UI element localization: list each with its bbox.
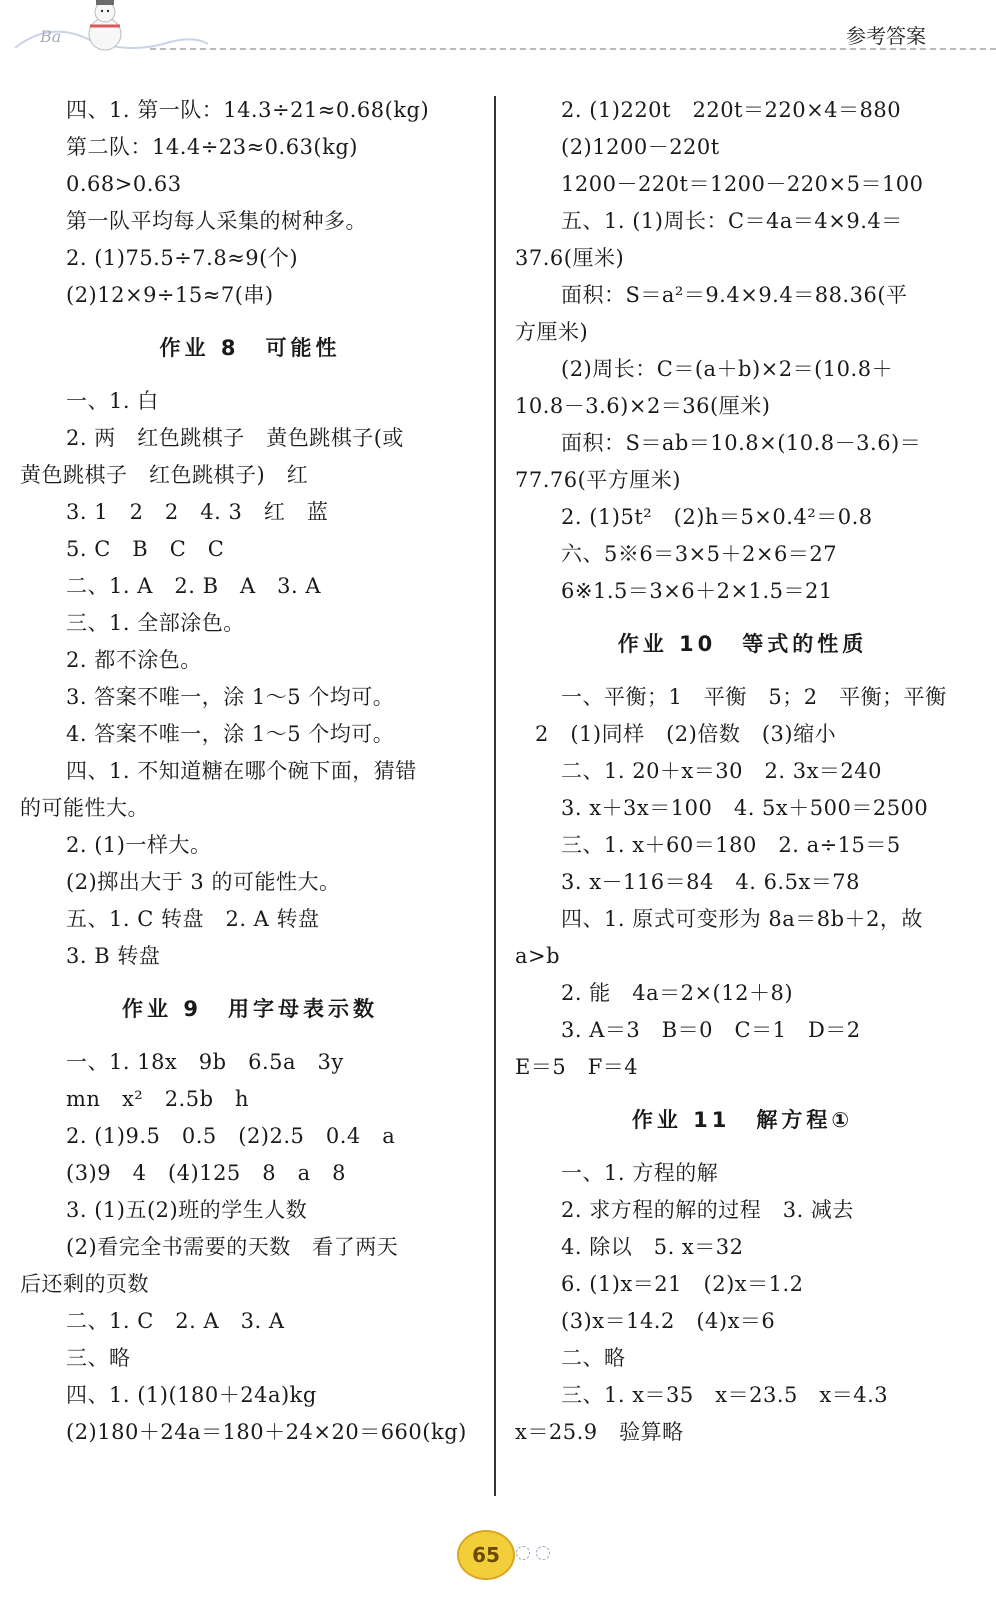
column-divider xyxy=(494,96,496,1496)
answer-line: 6※1.5＝3×6＋2×1.5＝21 xyxy=(561,579,833,603)
answer-line: 6. (1)x＝21 (2)x＝1.2 xyxy=(561,1272,804,1296)
section-title: 解方程① xyxy=(756,1108,854,1132)
answer-line: 四、1. 第一队：14.3÷21≈0.68(kg) xyxy=(66,98,430,122)
section-heading xyxy=(20,330,480,367)
answer-line: 2. (1)5t² (2)h＝5×0.4²＝0.8 xyxy=(561,505,873,529)
answer-line: x＝25.9 验算略 xyxy=(515,1420,684,1444)
section-title: 可能性 xyxy=(265,336,341,360)
answer-line: 5. C B C C xyxy=(66,537,225,561)
header-dashed-line xyxy=(150,48,996,50)
answer-line: (2)12×9÷15≈7(串) xyxy=(66,283,274,307)
answer-line: (3)x＝14.2 (4)x＝6 xyxy=(561,1309,776,1333)
answer-line: 2. (1)一样大。 xyxy=(66,833,212,857)
section-heading xyxy=(515,626,970,663)
answer-line: 方厘米) xyxy=(515,320,589,344)
section-number: 作业 8 xyxy=(159,336,240,360)
answer-line: 0.68>0.63 xyxy=(66,172,182,196)
answer-line: (2)掷出大于 3 的可能性大。 xyxy=(66,870,341,894)
answer-line: 六、5※6＝3×5＋2×6＝27 xyxy=(561,542,838,566)
answer-line: 3. 1 2 2 4. 3 红 蓝 xyxy=(66,500,329,524)
answer-line: 一、平衡；1 平衡 5；2 平衡；平衡 xyxy=(561,685,947,709)
answer-line: 四、1. 原式可变形为 8a＝8b＋2，故 xyxy=(561,907,923,931)
answer-line: 面积：S＝a²＝9.4×9.4＝88.36(平 xyxy=(561,283,908,307)
answer-line: 四、1. 不知道糖在哪个碗下面，猜错 xyxy=(66,759,417,783)
answer-line: E＝5 F＝4 xyxy=(515,1055,639,1079)
answer-line: (3)9 4 (4)125 8 a 8 xyxy=(66,1161,347,1185)
section-title: 用字母表示数 xyxy=(227,997,378,1021)
answer-line: 一、1. 18x 9b 6.5a 3y xyxy=(66,1050,344,1074)
section-title: 等式的性质 xyxy=(742,632,868,656)
answer-line: mn x² 2.5b h xyxy=(66,1087,250,1111)
svg-text:Ba: Ba xyxy=(40,27,62,46)
answer-line: 三、1. 全部涂色。 xyxy=(66,611,245,635)
answer-line: 3. x－116＝84 4. 6.5x＝78 xyxy=(561,870,861,894)
answer-line: 一、1. 方程的解 xyxy=(561,1161,719,1185)
answer-line: (2)看完全书需要的天数 看了两天 xyxy=(66,1235,399,1259)
answer-line: 的可能性大。 xyxy=(20,796,149,820)
page-number: 65 xyxy=(457,1530,515,1580)
page-header xyxy=(0,0,996,64)
answer-line: 二、1. 20＋x＝30 2. 3x＝240 xyxy=(561,759,882,783)
answer-line: 黄色跳棋子 红色跳棋子) 红 xyxy=(20,463,309,487)
section-number: 作业 11 xyxy=(631,1108,731,1132)
answer-line: 2. 两 红色跳棋子 黄色跳棋子(或 xyxy=(66,426,404,450)
footer-dots-decoration xyxy=(516,1545,556,1564)
answer-line: 第一队平均每人采集的树种多。 xyxy=(66,209,367,233)
answer-line: 三、1. x＋60＝180 2. a÷15＝5 xyxy=(561,833,901,857)
answer-line: 10.8－3.6)×2＝36(厘米) xyxy=(515,394,771,418)
answer-line: 第二队：14.4÷23≈0.63(kg) xyxy=(66,135,358,159)
snowman-decoration-icon xyxy=(10,0,210,60)
answer-line: 3. (1)五(2)班的学生人数 xyxy=(66,1198,308,1222)
answer-line: 3. x＋3x＝100 4. 5x＋500＝2500 xyxy=(561,796,929,820)
section-number: 作业 9 xyxy=(122,997,202,1021)
answer-line: 3. B 转盘 xyxy=(66,944,161,968)
answer-line: 五、1. (1)周长：C＝4a＝4×9.4＝ xyxy=(561,209,903,233)
answer-line: 3. 答案不唯一，涂 1～5 个均可。 xyxy=(66,685,395,709)
answer-line: 五、1. C 转盘 2. A 转盘 xyxy=(66,907,320,931)
section-heading xyxy=(20,991,480,1028)
answer-line: 四、1. (1)(180＋24a)kg xyxy=(66,1383,317,1407)
answer-line: a>b xyxy=(515,944,561,968)
answer-line: 三、1. x＝35 x＝23.5 x＝4.3 xyxy=(561,1383,889,1407)
answer-line: 4. 答案不唯一，涂 1～5 个均可。 xyxy=(66,722,395,746)
answer-line: 2 (1)同样 (2)倍数 (3)缩小 xyxy=(535,722,837,746)
answer-line: 2. (1)9.5 0.5 (2)2.5 0.4 a xyxy=(66,1124,396,1148)
answer-line: 4. 除以 5. x＝32 xyxy=(561,1235,744,1259)
answer-line: 37.6(厘米) xyxy=(515,246,625,270)
answer-line: 二、略 xyxy=(561,1346,626,1370)
answer-line: 77.76(平方厘米) xyxy=(515,468,682,492)
answer-line: 3. A＝3 B＝0 C＝1 D＝2 xyxy=(561,1018,861,1042)
answer-line: 2. (1)75.5÷7.8≈9(个) xyxy=(66,246,299,270)
header-title: 参考答案 xyxy=(846,24,926,48)
section-number: 作业 10 xyxy=(617,632,717,656)
answer-line: 2. (1)220t 220t＝220×4＝880 xyxy=(561,98,902,122)
left-column xyxy=(20,92,480,1451)
answer-line: 一、1. 白 xyxy=(66,389,159,413)
answer-line: 二、1. A 2. B A 3. A xyxy=(66,574,322,598)
answer-line: 面积：S＝ab＝10.8×(10.8－3.6)＝ xyxy=(561,431,922,455)
answer-line: 1200－220t＝1200－220×5＝100 xyxy=(561,172,924,196)
right-column xyxy=(515,92,970,1451)
answer-line: (2)180＋24a＝180＋24×20＝660(kg) xyxy=(66,1420,467,1444)
answer-line: 三、略 xyxy=(66,1346,131,1370)
answer-line: 二、1. C 2. A 3. A xyxy=(66,1309,285,1333)
answer-line: (2)1200－220t xyxy=(561,135,720,159)
answer-line: 2. 求方程的解的过程 3. 减去 xyxy=(561,1198,854,1222)
section-heading xyxy=(515,1102,970,1139)
answer-line: 2. 能 4a＝2×(12＋8) xyxy=(561,981,794,1005)
answer-line: 后还剩的页数 xyxy=(20,1272,149,1296)
answer-line: (2)周长：C＝(a＋b)×2＝(10.8＋ xyxy=(561,357,894,381)
answer-line: 2. 都不涂色。 xyxy=(66,648,202,672)
